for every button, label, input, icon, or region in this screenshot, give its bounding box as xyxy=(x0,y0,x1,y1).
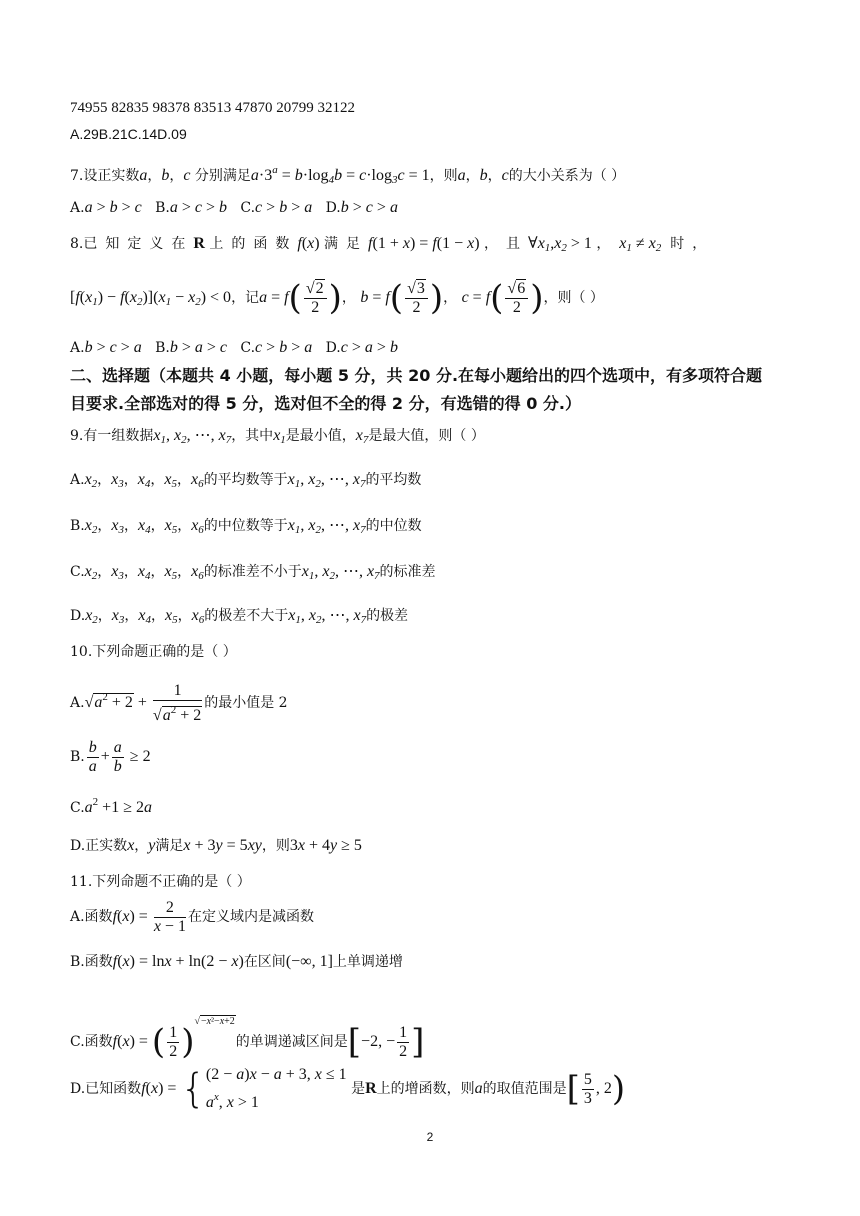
q8-line1: 8.已知定义在R 上的函数f(x) 满足f(1 + x) = f(1 − x) ，且$\forall x_1,x_2 > 1$ ， $x_1 \ne x_2$ 时， xyxy=(70,235,715,254)
q8-line2: $[f(x_1) - f(x_2)](x_1 - x_2) < 0$，记a = f( $\frac{√2}{2}$ )， b = f( $\frac{√3}{2}$ )， c = f( $\frac{√6}{2}$ )，则（ ） xyxy=(70,278,604,318)
section-heading xyxy=(70,362,790,418)
q11-stem: 11.下列命题不正确的是（ ） xyxy=(70,874,251,890)
q10-option-c: $C.a^2 +1 \ge 2a$ xyxy=(70,796,152,816)
section-heading-line1: 二、选择题（本题共 4 小题，每小题 5 分，共 20 分.在每小题给出的四个选项中，有多项符合题 xyxy=(70,366,763,385)
q11-option-d: D.已知函数f(x) = { (2 − a)x − a + 3, x ≤ 1 $a^x$, x > 1 是R上的增函数，则a的取值范围是[ $\frac{5}{3}$ , 2) xyxy=(70,1066,626,1112)
random-number-table: 74955 82835 98378 83513 47870 20799 32122 xyxy=(70,100,355,116)
q6-options: A.29B.21C.14D.09 xyxy=(70,126,187,142)
q7-stem: 7.设正实数a，b，c 分别满足$a\cdot 3^a = b\cdot\log_4b = c\cdot\log_3c = 1$，则a，b，c的大小关系为（ ） xyxy=(70,164,626,186)
section-heading-line2: 目要求.全部选对的得 5 分，选对但不全的得 2 分，有选错的得 0 分.） xyxy=(70,394,581,413)
q7-mid: 分别满足 xyxy=(194,168,251,184)
q9-option-b: $B.x_2$，$x_3$，$x_4$，$x_5$，$x_6$的中位数等于$x_1$, $x_2$, ⋯, $x_7$的中位数 xyxy=(70,517,422,536)
q8-options: A.b > c > a B.b > a > c C.c > b > a D.c > a > b xyxy=(70,339,398,356)
q9-option-c: $C.x_2$，$x_3$，$x_4$，$x_5$，$x_6$的标准差不小于$x_1$, $x_2$, ⋯, $x_7$的标准差 xyxy=(70,563,436,582)
q9-option-a: $A.x_2$，$x_3$，$x_4$，$x_5$，$x_6$的平均数等于$x_1$, $x_2$, ⋯, $x_7$的平均数 xyxy=(70,471,422,490)
q9-option-d: $D.x_2$，$x_3$，$x_4$，$x_5$，$x_6$的极差不大于$x_1$, $x_2$, ⋯, $x_7$的极差 xyxy=(70,607,409,626)
q10-stem: 10.下列命题正确的是（ ） xyxy=(70,644,237,660)
q7-options: A.a > b > c B.a > c > b C.c > b > a D.b > c > a xyxy=(70,199,398,216)
q10-option-a: $A.√a^2 + 2$ + $\frac{1}{√a^2 + 2}$ 的最小值是 2 xyxy=(70,681,288,724)
q10-option-b: B. $\frac{b}{a}$ + $\frac{a}{b}$ ≥ 2 xyxy=(70,738,151,775)
q7-prefix: 7.设正实数 xyxy=(70,168,140,184)
q11-option-a: A.函数f(x) = $\frac{2}{x - 1}$ 在定义域内是减函数 xyxy=(70,898,314,935)
q10-option-d: D.正实数x，y满足x + 3y = 5xy，则3x + 4y ≥ 5 xyxy=(70,837,362,854)
q7-tail: ，则 xyxy=(429,168,458,184)
page-number: 2 xyxy=(426,1130,434,1144)
q7-end: 的大小关系为（ ） xyxy=(508,168,626,184)
q11-option-b: B.函数f(x) = lnx + ln(2 − x)在区间(−∞, 1]上单调递增 xyxy=(70,953,403,970)
q9-stem: 9.有一组数据$x_1$, $x_2$, ⋯, $x_7$，其中$x_1$是最小值，$x_7$是最大值，则（ ） xyxy=(70,427,485,446)
q11-option-c: C.函数f(x) = ( $\frac{1}{2}$ )$^{√-x^2-x+2}$的单调递减区间是[−2, − $\frac{1}{2}$ ] xyxy=(70,1016,425,1062)
